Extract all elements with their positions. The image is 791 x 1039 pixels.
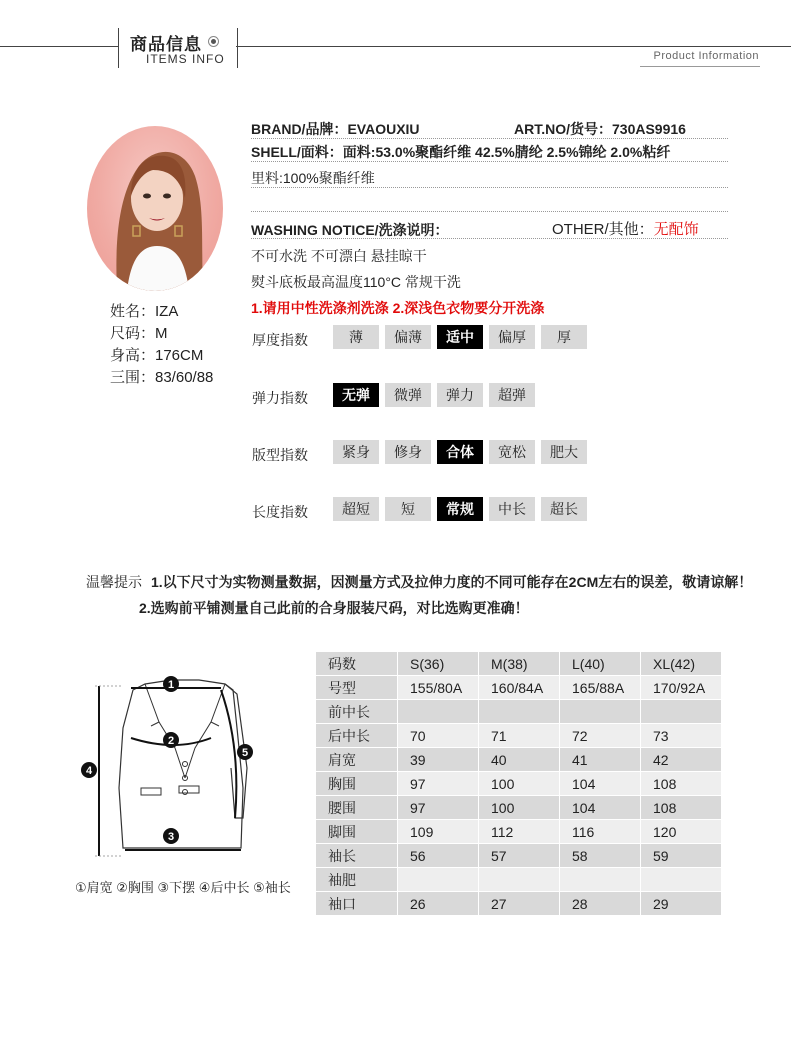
- table-cell: [560, 700, 641, 724]
- target-dot-icon: [208, 36, 219, 47]
- row-header-cell: 前中长: [316, 700, 398, 724]
- header-rule-under-right: [640, 66, 760, 67]
- table-cell: L(40): [560, 652, 641, 676]
- marker-4-label: 4: [85, 765, 93, 777]
- index-option: 修身: [385, 440, 431, 464]
- table-cell: 40: [479, 748, 560, 772]
- table-cell: 116: [560, 820, 641, 844]
- table-cell: 41: [560, 748, 641, 772]
- index-option: 宽松: [489, 440, 535, 464]
- index-option: 超短: [333, 497, 379, 521]
- table-cell: [641, 700, 722, 724]
- header-rule-left: [0, 46, 118, 47]
- table-cell: [560, 868, 641, 892]
- table-row: [316, 820, 722, 844]
- table-cell: 72: [560, 724, 641, 748]
- dotted-divider: [251, 161, 728, 162]
- dotted-divider: [251, 187, 728, 188]
- index-label: 版型指数: [252, 447, 308, 463]
- table-cell: 56: [398, 844, 479, 868]
- coat-body-outline: [119, 680, 243, 848]
- size-chart-table: [316, 652, 722, 916]
- index-option: 肥大: [541, 440, 587, 464]
- tips-label: 温馨提示: [86, 574, 142, 590]
- washing-instructions-line1: 不可水洗 不可漂白 悬挂晾干: [251, 248, 427, 264]
- marker-5: [237, 744, 253, 760]
- table-cell: [398, 868, 479, 892]
- marker-3-label: 3: [167, 831, 175, 843]
- washing-instructions-line2: 熨斗底板最高温度110°C 常规干洗: [251, 274, 461, 290]
- table-row: [316, 652, 722, 676]
- row-header-cell: 袖长: [316, 844, 398, 868]
- index-option: 厚: [541, 325, 587, 349]
- index-option: 偏厚: [489, 325, 535, 349]
- table-cell: 109: [398, 820, 479, 844]
- table-cell: 57: [479, 844, 560, 868]
- coat-measurement-diagram: [75, 668, 305, 868]
- model-portrait: [87, 126, 223, 291]
- model-name: 姓名：IZA: [110, 303, 179, 320]
- index-option-selected: 适中: [437, 325, 483, 349]
- lining-fabric-text: 里料:100%聚酯纤维: [251, 170, 375, 186]
- table-cell: 29: [641, 892, 722, 916]
- table-row: [316, 772, 722, 796]
- index-option-selected: 无弹: [333, 383, 379, 407]
- header-rule-right: [236, 46, 791, 47]
- table-cell: 104: [560, 796, 641, 820]
- table-row: [316, 892, 722, 916]
- other-label: OTHER/其他：: [552, 221, 654, 238]
- other-notice: [552, 218, 699, 239]
- table-row: [316, 724, 722, 748]
- table-cell: M(38): [479, 652, 560, 676]
- row-header-cell: 胸围: [316, 772, 398, 796]
- dotted-divider: [251, 138, 728, 139]
- table-cell: 108: [641, 796, 722, 820]
- index-label: 弹力指数: [252, 390, 308, 406]
- table-cell: 104: [560, 772, 641, 796]
- table-cell: 108: [641, 772, 722, 796]
- model-measurements: 三围：83/60/88: [110, 369, 214, 386]
- index-option: 紧身: [333, 440, 379, 464]
- table-cell: [641, 868, 722, 892]
- row-header-cell: 码数: [316, 652, 398, 676]
- index-option: 弹力: [437, 383, 483, 407]
- table-row: [316, 796, 722, 820]
- table-cell: 59: [641, 844, 722, 868]
- row-header-cell: 后中长: [316, 724, 398, 748]
- table-row: [316, 844, 722, 868]
- table-cell: 120: [641, 820, 722, 844]
- table-cell: 97: [398, 772, 479, 796]
- washing-note: 1.请用中性洗涤剂洗涤 2.深浅色衣物要分开洗涤: [251, 300, 545, 316]
- model-photo-illustration: [87, 126, 223, 291]
- index-label: 厚度指数: [252, 332, 308, 348]
- table-cell: 73: [641, 724, 722, 748]
- row-header-cell: 袖肥: [316, 868, 398, 892]
- table-row: [316, 676, 722, 700]
- table-cell: [398, 700, 479, 724]
- table-cell: 58: [560, 844, 641, 868]
- marker-2-label: 2: [167, 735, 175, 747]
- table-row: [316, 700, 722, 724]
- table-cell: 160/84A: [479, 676, 560, 700]
- marker-1-label: 1: [167, 679, 175, 691]
- index-option: 超长: [541, 497, 587, 521]
- index-option: 短: [385, 497, 431, 521]
- marker-1: [163, 676, 179, 692]
- marker-2: [163, 732, 179, 748]
- table-cell: 97: [398, 796, 479, 820]
- table-cell: 71: [479, 724, 560, 748]
- washing-notice-label: WASHING NOTICE/洗涤说明：: [251, 222, 449, 238]
- tips-line-1: 1.以下尺寸为实物测量数据，因测量方式及拉伸力度的不同可能存在2CM左右的误差，敬请谅解！: [151, 574, 753, 590]
- table-cell: 26: [398, 892, 479, 916]
- model-size: 尺码：M: [110, 325, 168, 342]
- row-header-cell: 腰围: [316, 796, 398, 820]
- table-cell: 39: [398, 748, 479, 772]
- table-cell: [479, 700, 560, 724]
- model-height: 身高：176CM: [110, 347, 204, 364]
- product-information-label: Product Information: [653, 50, 759, 62]
- table-cell: 27: [479, 892, 560, 916]
- table-cell: 70: [398, 724, 479, 748]
- index-option: 超弹: [489, 383, 535, 407]
- tips-line-2: 2.选购前平铺测量自己此前的合身服装尺码，对比选购更准确！: [139, 600, 529, 616]
- table-cell: 42: [641, 748, 722, 772]
- row-header-cell: 袖口: [316, 892, 398, 916]
- index-option: 微弹: [385, 383, 431, 407]
- dotted-divider: [251, 211, 728, 212]
- marker-5-label: 5: [241, 747, 249, 759]
- row-header-cell: 肩宽: [316, 748, 398, 772]
- table-cell: 100: [479, 772, 560, 796]
- index-option: 中长: [489, 497, 535, 521]
- table-cell: S(36): [398, 652, 479, 676]
- row-header-cell: 号型: [316, 676, 398, 700]
- other-value: 无配饰: [653, 221, 699, 238]
- section-subtitle: ITEMS INFO: [146, 52, 225, 66]
- table-cell: 155/80A: [398, 676, 479, 700]
- section-title: 商品信息: [130, 35, 202, 54]
- marker-3: [163, 828, 179, 844]
- table-cell: 170/92A: [641, 676, 722, 700]
- index-option: 偏薄: [385, 325, 431, 349]
- marker-4: [81, 762, 97, 778]
- table-cell: XL(42): [641, 652, 722, 676]
- table-row: [316, 748, 722, 772]
- diagram-legend: ①肩宽 ②胸围 ③下摆 ④后中长 ⑤袖长: [75, 880, 291, 895]
- table-cell: [479, 868, 560, 892]
- index-option: 薄: [333, 325, 379, 349]
- index-label: 长度指数: [252, 504, 308, 520]
- index-option-selected: 常规: [437, 497, 483, 521]
- row-header-cell: 脚围: [316, 820, 398, 844]
- table-row: [316, 868, 722, 892]
- shell-fabric-text: SHELL/面料：面料:53.0%聚酯纤维 42.5%腈纶 2.5%锦纶 2.0%粘纤: [251, 144, 671, 160]
- art-no-text: ART.NO/货号：730AS9916: [514, 121, 686, 137]
- index-option-selected: 合体: [437, 440, 483, 464]
- dotted-divider: [251, 238, 728, 239]
- brand-text: BRAND/品牌：EVAOUXIU: [251, 121, 420, 137]
- table-cell: 28: [560, 892, 641, 916]
- table-cell: 112: [479, 820, 560, 844]
- table-cell: 100: [479, 796, 560, 820]
- table-cell: 165/88A: [560, 676, 641, 700]
